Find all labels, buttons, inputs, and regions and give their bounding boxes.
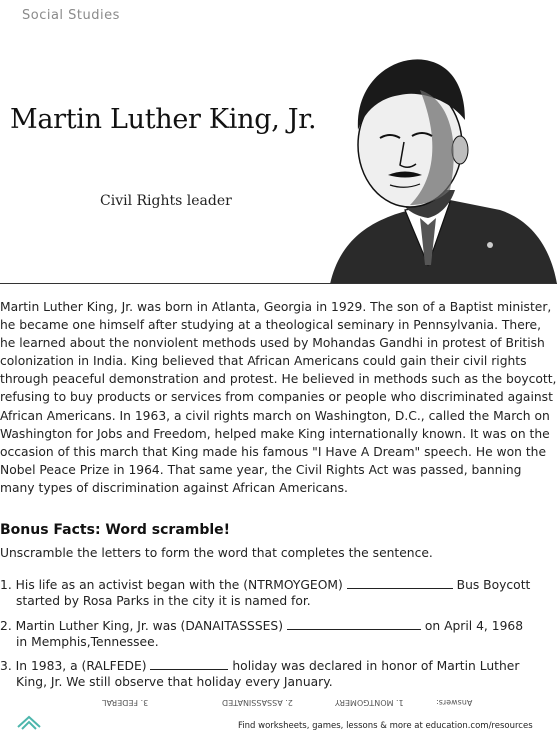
- answer-blank[interactable]: [347, 587, 453, 589]
- answers-label: Answers:: [436, 698, 473, 707]
- portrait-illustration: [300, 50, 557, 284]
- question-3: [0, 658, 557, 690]
- answer-blank[interactable]: [287, 628, 421, 630]
- bonus-title: Bonus Facts: Word scramble!: [0, 522, 231, 538]
- question-text-after: on April 4, 1968: [424, 619, 524, 633]
- subject-label: Social Studies: [22, 8, 120, 23]
- education-com-logo: [14, 713, 44, 731]
- question-1: [0, 577, 557, 609]
- question-number: 2.: [0, 619, 12, 633]
- question-line-2: King, Jr. We still observe that holiday every January.: [16, 675, 333, 689]
- answer-1: 1. MONTGOMERY: [335, 698, 404, 707]
- question-line-2: in Memphis,Tennessee.: [16, 635, 159, 649]
- bonus-instructions: Unscramble the letters to form the word that completes the sentence.: [0, 546, 433, 560]
- answer-3: 3. FEDERAL: [102, 698, 149, 707]
- question-text-after: holiday was declared in honor of Martin Luther: [232, 659, 520, 673]
- page-title: Martin Luther King, Jr.: [10, 104, 317, 135]
- question-number: 1.: [0, 578, 12, 592]
- question-number: 3.: [0, 659, 12, 673]
- question-2: [0, 618, 557, 650]
- question-text-after: Bus Boycott: [456, 578, 531, 592]
- question-line-2: started by Rosa Parks in the city it is named for.: [16, 594, 311, 608]
- page-subtitle: Civil Rights leader: [100, 193, 232, 209]
- answer-blank[interactable]: [150, 668, 228, 670]
- question-text: In 1983, a (RALFEDE): [15, 659, 147, 673]
- footer-text: Find worksheets, games, lessons & more at education.com/resources: [238, 721, 533, 731]
- answer-2: 2. ASSASSINATED: [222, 698, 293, 707]
- biography-paragraph: Martin Luther King, Jr. was born in Atlanta, Georgia in 1929. The son of a Baptist minister, he became one himself after studying at a theological seminary in Pennsylvania. There, he learned about the nonviolent methods used by Mohandas Gandhi in protest of British colonization in India. King believed that African Americans could gain their civil rights through peaceful demonstration and protest. He believed in methods such as the boycott, refusing to buy products or services from companies or people who discriminated against African Americans. In 1963, a civil rights march on Washington, D.C., called the March on Washington for Jobs and Freedom, helped make King internationally known. It was on the occasion of this march that King made his famous "I Have A Dream" speech. He won the Nobel Peace Prize in 1964. That same year, the Civil Rights Act was passed, banning many types of discrimination against African Americans.: [0, 300, 557, 495]
- question-text: Martin Luther King, Jr. was (DANAITASSSES): [15, 619, 284, 633]
- divider-rule: [0, 283, 557, 284]
- upside-down-answers: [0, 698, 557, 712]
- question-text: His life as an activist began with the (NTRMOYGEOM): [15, 578, 343, 592]
